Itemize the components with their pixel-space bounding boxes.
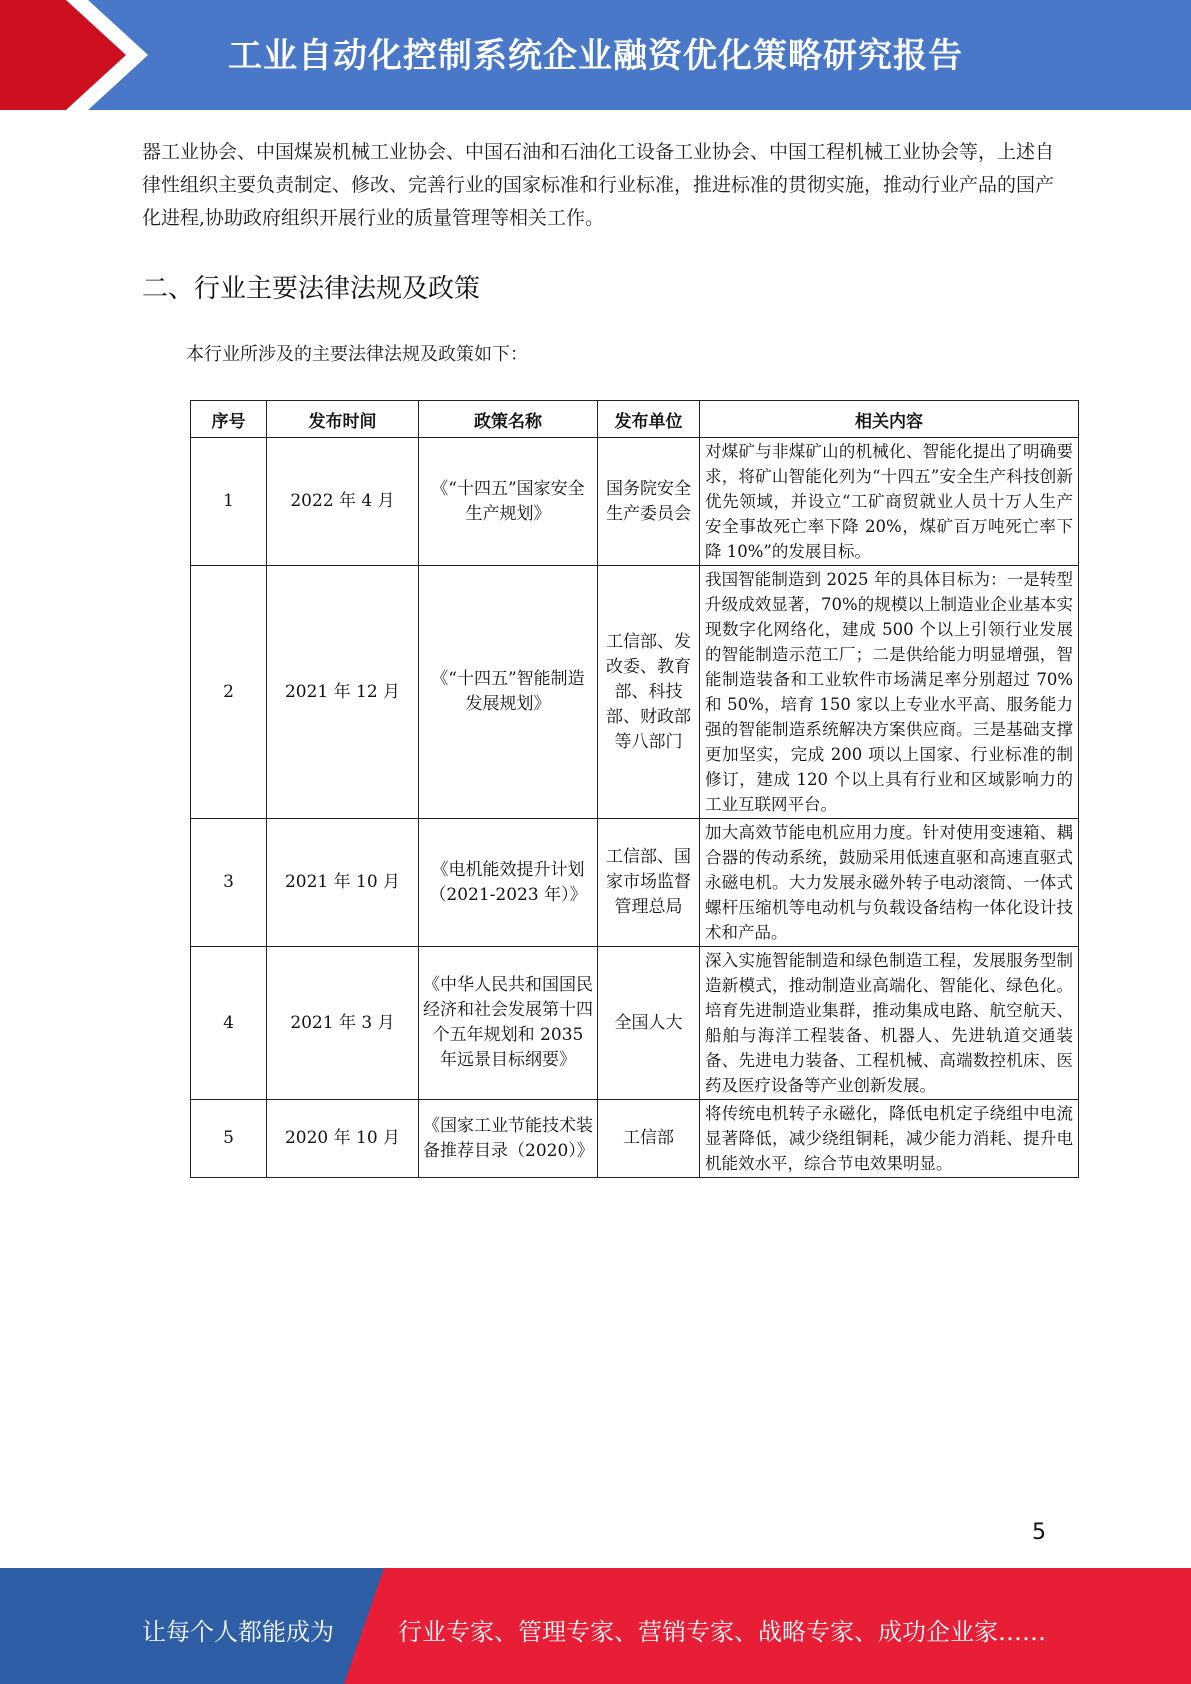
row-issuer: 国务院安全生产委员会 <box>598 438 700 566</box>
row-no: 2 <box>191 566 267 819</box>
page-number: 5 <box>1032 1520 1046 1545</box>
table-header-row <box>191 401 1079 438</box>
row-issuer: 全国人大 <box>598 947 700 1100</box>
row-date: 2021 年 10 月 <box>267 819 419 947</box>
row-date: 2020 年 10 月 <box>267 1100 419 1178</box>
row-policy-name: 《“十四五”国家安全生产规划》 <box>419 438 598 566</box>
header-issuer: 发布单位 <box>598 401 700 438</box>
report-title: 工业自动化控制系统企业融资优化策略研究报告 <box>228 36 963 76</box>
header-policy-name: 政策名称 <box>419 401 598 438</box>
table-row <box>191 819 1079 947</box>
row-content: 对煤矿与非煤矿山的机械化、智能化提出了明确要求，将矿山智能化列为“十四五”安全生产科技创新优先领域，并设立“工矿商贸就业人员十万人生产安全事故死亡率下降 20%，煤矿百万吨死亡率下降 10%”的发展目标。 <box>700 438 1079 566</box>
header-content: 相关内容 <box>700 401 1079 438</box>
table-row <box>191 1100 1079 1178</box>
row-content: 我国智能制造到 2025 年的具体目标为：一是转型升级成效显著，70%的规模以上制造业企业基本实现数字化网络化，建成 500 个以上引领行业发展的智能制造示范工厂；二是供给能力明显增强，智能制造装备和工业软件市场满足率分别超过 70%和 50%，培育 150 家以上专业水平高、服务能力强的智能制造系统解决方案供应商。三是基础支撑更加坚实，完成 200 项以上国家、行业标准的制修订，建成 120 个以上具有行业和区域影响力的工业互联网平台。 <box>700 566 1079 819</box>
row-issuer: 工信部、国家市场监督管理总局 <box>598 819 700 947</box>
table-intro: 本行业所涉及的主要法律法规及政策如下： <box>186 344 528 365</box>
header-no: 序号 <box>191 401 267 438</box>
row-policy-name: 《电机能效提升计划（2021-2023 年）》 <box>419 819 598 947</box>
page-header <box>0 0 1191 110</box>
footer-slogan-right: 行业专家、管理专家、营销专家、战略专家、成功企业家…… <box>398 1618 1046 1646</box>
row-policy-name: 《中华人民共和国国民经济和社会发展第十四个五年规划和 2035 年远景目标纲要》 <box>419 947 598 1100</box>
row-content: 深入实施智能制造和绿色制造工程，发展服务型制造新模式，推动制造业高端化、智能化、绿色化。培育先进制造业集群，推动集成电路、航空航天、船舶与海洋工程装备、机器人、先进轨道交通装备、先进电力装备、工程机械、高端数控机床、医药及医疗设备等产业创新发展。 <box>700 947 1079 1100</box>
row-date: 2021 年 3 月 <box>267 947 419 1100</box>
footer-slogan-left: 让每个人都能成为 <box>142 1618 334 1646</box>
header-date: 发布时间 <box>267 401 419 438</box>
row-no: 4 <box>191 947 267 1100</box>
row-content: 将传统电机转子永磁化，降低电机定子绕组中电流显著降低，减少绕组铜耗，减少能力消耗、提升电机能效水平，综合节电效果明显。 <box>700 1100 1079 1178</box>
row-issuer: 工信部 <box>598 1100 700 1178</box>
row-issuer: 工信部、发改委、教育部、科技部、财政部等八部门 <box>598 566 700 819</box>
policy-table <box>190 400 1079 1178</box>
row-policy-name: 《“十四五”智能制造发展规划》 <box>419 566 598 819</box>
table-row <box>191 438 1079 566</box>
row-no: 3 <box>191 819 267 947</box>
row-content: 加大高效节能电机应用力度。针对使用变速箱、耦合器的传动系统，鼓励采用低速直驱和高速直驱式永磁电机。大力发展永磁外转子电动滚筒、一体式螺杆压缩机等电动机与负载设备结构一体化设计技术和产品。 <box>700 819 1079 947</box>
table-row <box>191 947 1079 1100</box>
row-date: 2022 年 4 月 <box>267 438 419 566</box>
page-footer <box>0 1568 1191 1684</box>
row-no: 1 <box>191 438 267 566</box>
body-paragraph: 器工业协会、中国煤炭机械工业协会、中国石油和石油化工设备工业协会、中国工程机械工业协会等，上述自律性组织主要负责制定、修改、完善行业的国家标准和行业标准，推进标准的贯彻实施，推动行业产品的国产化进程,协助政府组织开展行业的质量管理等相关工作。 <box>142 141 1055 229</box>
row-no: 5 <box>191 1100 267 1178</box>
row-policy-name: 《国家工业节能技术装备推荐目录（2020）》 <box>419 1100 598 1178</box>
row-date: 2021 年 12 月 <box>267 566 419 819</box>
section-heading: 二、行业主要法律法规及政策 <box>142 274 481 304</box>
table-row <box>191 566 1079 819</box>
